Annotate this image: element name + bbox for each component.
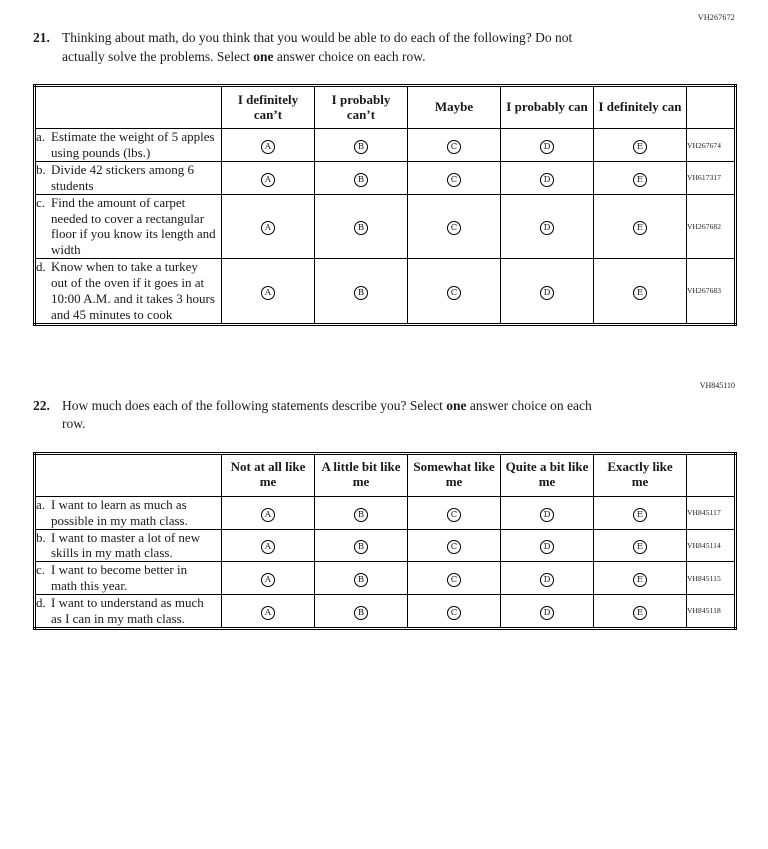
question-22-number: 22. [33,397,50,413]
row-label [35,161,222,194]
item-code: VH267682 [687,194,736,258]
row-letter: c. [36,194,46,210]
option-bubble-e[interactable]: E [633,140,647,154]
header-cell: A little bit like me [315,453,408,496]
option-cell [222,594,315,628]
option-cell [594,194,687,258]
option-bubble-c[interactable]: C [447,508,461,522]
row-letter: b. [36,161,46,177]
option-cell [594,529,687,562]
header-row [35,453,736,496]
option-cell [315,161,408,194]
header-cell: I probably can’t [315,86,408,129]
option-cell [222,496,315,529]
option-cell [408,161,501,194]
option-cell [501,161,594,194]
table-row [35,259,736,324]
table-row [35,194,736,258]
row-text: I want to master a lot of new skills in my math class. [51,529,201,561]
row-letter: c. [36,562,46,578]
option-cell [222,562,315,595]
question-21 [33,29,735,66]
option-bubble-e[interactable]: E [633,286,647,300]
option-cell [408,529,501,562]
table-row [35,594,736,628]
header-code-cell [687,453,736,496]
option-bubble-e[interactable]: E [633,573,647,587]
row-text: I want to understand as much as I can in my math class. [51,594,204,626]
option-cell [594,129,687,162]
item-code: VH267674 [687,129,736,162]
row-text: Find the amount of carpet needed to cover a rectangular floor if you know its length and width [51,194,216,258]
option-cell [315,194,408,258]
option-bubble-a[interactable]: A [261,540,275,554]
row-text: I want to learn as much as possible in my math class. [51,496,188,528]
option-cell [222,529,315,562]
row-label [35,594,222,628]
question-22 [33,397,735,434]
option-bubble-b[interactable]: B [354,508,368,522]
option-bubble-a[interactable]: A [261,286,275,300]
option-bubble-d[interactable]: D [540,221,554,235]
option-cell [501,194,594,258]
option-cell [501,562,594,595]
option-bubble-c[interactable]: C [447,606,461,620]
option-bubble-b[interactable]: B [354,286,368,300]
row-text: Know when to take a turkey out of the oven if it goes in at 10:00 A.M. and it takes 3 hours and 45 minutes to cook [51,259,215,322]
option-cell [594,594,687,628]
option-bubble-e[interactable]: E [633,508,647,522]
question-21-text [62,29,614,66]
question-22-code: VH845110 [699,380,735,390]
question-21-text-bold: one [253,48,274,64]
row-letter: a. [36,496,46,512]
option-bubble-e[interactable]: E [633,540,647,554]
table-row [35,562,736,595]
option-bubble-c[interactable]: C [447,173,461,187]
option-bubble-a[interactable]: A [261,173,275,187]
item-code: VH845118 [687,594,736,628]
option-cell [594,161,687,194]
option-bubble-d[interactable]: D [540,173,554,187]
option-cell [408,129,501,162]
option-cell [594,259,687,324]
option-bubble-b[interactable]: B [354,573,368,587]
option-cell [501,496,594,529]
option-cell [315,562,408,595]
row-label [35,194,222,258]
item-code: VH845115 [687,562,736,595]
row-letter: d. [36,594,46,610]
header-cell: Not at all like me [222,453,315,496]
option-cell [222,259,315,324]
option-bubble-d[interactable]: D [540,140,554,154]
row-letter: d. [36,259,46,275]
header-code-cell [687,86,736,129]
option-cell [408,496,501,529]
option-cell [222,194,315,258]
option-bubble-a[interactable]: A [261,508,275,522]
item-code: VH267683 [687,259,736,324]
row-label [35,129,222,162]
option-bubble-b[interactable]: B [354,173,368,187]
option-cell [501,594,594,628]
header-empty-cell [35,86,222,129]
row-letter: a. [36,129,46,145]
header-cell: Maybe [408,86,501,129]
header-cell: I definitely can’t [222,86,315,129]
option-cell [315,496,408,529]
option-cell [315,129,408,162]
option-cell [222,129,315,162]
header-cell: I definitely can [594,86,687,129]
question-21-code: VH267672 [697,13,735,22]
option-cell [594,562,687,595]
option-bubble-d[interactable]: D [540,573,554,587]
option-bubble-d[interactable]: D [540,286,554,300]
option-cell [408,562,501,595]
option-cell [408,194,501,258]
option-bubble-a[interactable]: A [261,140,275,154]
option-bubble-d[interactable]: D [540,508,554,522]
table-row [35,529,736,562]
header-cell: Quite a bit like me [501,453,594,496]
item-code: VH845117 [687,496,736,529]
question-22-text-before: How much does each of the following statements describe you? Select [62,397,447,413]
question-21-text-after: answer choice on each row. [273,48,426,64]
option-cell [315,259,408,324]
header-empty-cell [35,453,222,496]
option-cell [315,529,408,562]
option-cell [408,594,501,628]
table-row [35,496,736,529]
option-cell [222,161,315,194]
row-letter: b. [36,529,46,545]
option-cell [501,259,594,324]
row-label [35,562,222,595]
table-row [35,129,736,162]
row-text: Divide 42 stickers among 6 students [51,161,194,193]
option-bubble-a[interactable]: A [261,573,275,587]
question-22-text-after: answer choice on each row. [62,397,592,432]
option-bubble-c[interactable]: C [447,573,461,587]
option-cell [594,496,687,529]
option-bubble-b[interactable]: B [354,606,368,620]
table-row [35,161,736,194]
option-bubble-a[interactable]: A [261,221,275,235]
header-cell: Exactly like me [594,453,687,496]
option-cell [501,129,594,162]
option-cell [315,594,408,628]
row-text: I want to become better in math this year. [51,562,188,594]
option-bubble-b[interactable]: B [354,221,368,235]
option-bubble-c[interactable]: C [447,221,461,235]
question-21-text-before: Thinking about math, do you think that you would be able to do each of the following? Do not actually solve the problems. Select [62,30,573,64]
row-label [35,259,222,324]
option-bubble-e[interactable]: E [633,221,647,235]
option-bubble-d[interactable]: D [540,606,554,620]
option-bubble-b[interactable]: B [354,140,368,154]
row-label [35,496,222,529]
question-22-table [33,452,737,630]
option-bubble-e[interactable]: E [633,606,647,620]
option-bubble-d[interactable]: D [540,540,554,554]
option-bubble-a[interactable]: A [261,606,275,620]
option-bubble-c[interactable]: C [447,140,461,154]
option-cell [408,259,501,324]
row-text: Estimate the weight of 5 apples using pounds (lbs.) [51,129,215,161]
option-bubble-c[interactable]: C [447,286,461,300]
header-cell: I probably can [501,86,594,129]
question-22-text [62,397,614,434]
item-code: VH845114 [687,529,736,562]
question-21-number: 21. [33,30,50,45]
item-code: VH617317 [687,161,736,194]
option-bubble-c[interactable]: C [447,540,461,554]
header-cell: Somewhat like me [408,453,501,496]
question-21-table [33,84,737,325]
option-bubble-e[interactable]: E [633,173,647,187]
question-22-text-bold: one [446,397,467,413]
option-cell [501,529,594,562]
option-bubble-b[interactable]: B [354,540,368,554]
header-row [35,86,736,129]
row-label [35,529,222,562]
